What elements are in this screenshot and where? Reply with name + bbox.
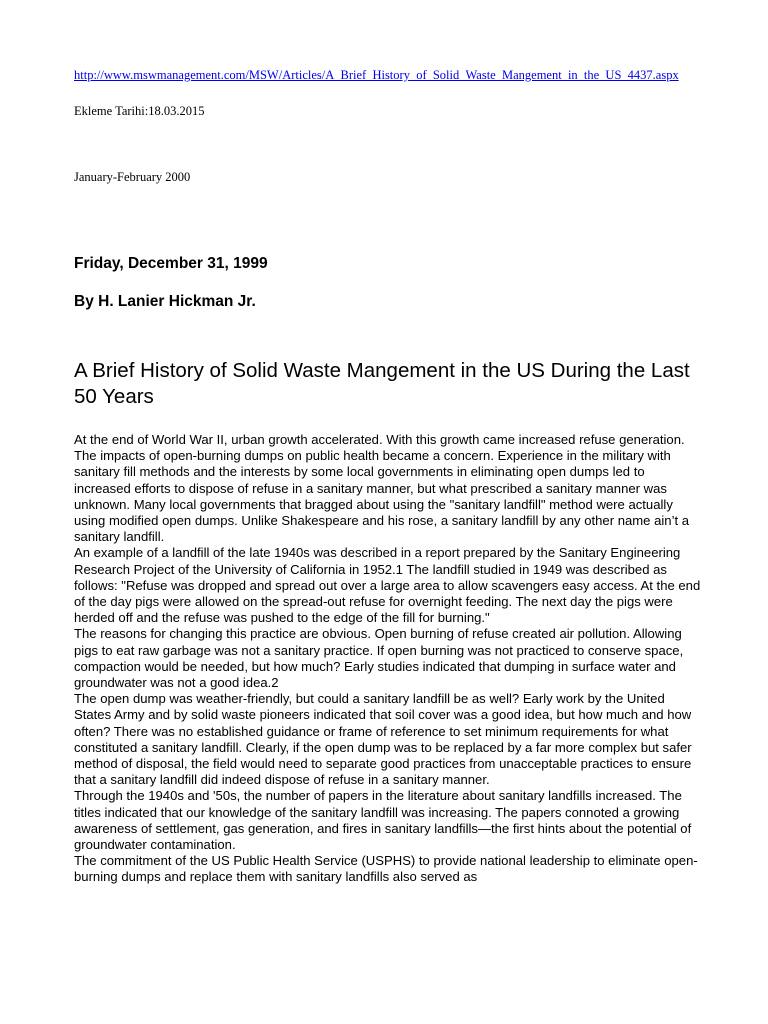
paragraph: At the end of World War II, urban growth accelerated. With this growth came increased refuse generation. The impacts of open-burning dumps on public health became a concern. Experience in the military with sanitary fill methods and the interests by some local governments in eliminating open dumps led to increased efforts to dispose of refuse in a sanitary manner, but what prescribed a sanitary manner was unknown. Many local governments that bragged about using the "sanitary landfill" method were actually using modified open dumps. Unlike Shakespeare and his rose, a sanitary landfill by any other name ain’t a sanitary landfill.	[74, 432, 690, 545]
publish-date: Friday, December 31, 1999	[74, 255, 268, 272]
article-body	[74, 432, 702, 886]
added-date: Ekleme Tarihi:18.03.2015	[74, 104, 205, 118]
source-url-link[interactable]: http://www.mswmanagement.com/MSW/Articles/A_Brief_History_of_Solid_Waste_Mangement_in_the_US_4437.aspx	[74, 68, 679, 82]
paragraph: Through the 1940s and '50s, the number of papers in the literature about sanitary landfills increased. The titles indicated that our knowledge of the sanitary landfill was increasing. The papers connoted a growing awareness of settlement, gas generation, and fires in sanitary landfills—the first hints about the potential of groundwater contamination.	[74, 788, 692, 853]
author-byline: By H. Lanier Hickman Jr.	[74, 293, 256, 310]
paragraph: An example of a landfill of the late 1940s was described in a report prepared by the Sanitary Engineering Research Project of the University of California in 1952.1 The landfill studied in 1949 was described as follows: "Refuse was dropped and spread out over a large area to allow scavengers easy access. At the end of the day pigs were allowed on the spread-out refuse for overnight feeding. The next day the pigs were herded off and the refuse was pushed to the edge of the fill for burning."	[74, 545, 701, 626]
paragraph: The open dump was weather-friendly, but could a sanitary landfill be as well? Early work by the United States Army and by solid waste pioneers indicated that soil cover was a good idea, but how much and how often? There was no established guidance or frame of reference to set minimum requirements for what constituted a sanitary landfill. Clearly, if the open dump was to be replaced by a far more complex but safer method of disposal, the field would need to separate good practices from unacceptable practices to ensure that a sanitary landfill did indeed dispose of refuse in a sanitary manner.	[74, 691, 692, 788]
paragraph: The commitment of the US Public Health Service (USPHS) to provide national leadership to eliminate open-burning dumps and replace them with sanitary landfills also served as	[74, 853, 698, 885]
article-title: A Brief History of Solid Waste Mangement in the US During the Last 50 Years	[74, 359, 690, 408]
paragraph: The reasons for changing this practice are obvious. Open burning of refuse created air pollution. Allowing pigs to eat raw garbage was not a sanitary practice. If open burning was not practiced to conserve space, compaction would be needed, but how much? Early studies indicated that dumping in surface water and groundwater was not a good idea.2	[74, 626, 684, 691]
issue-date: January-February 2000	[74, 170, 191, 184]
